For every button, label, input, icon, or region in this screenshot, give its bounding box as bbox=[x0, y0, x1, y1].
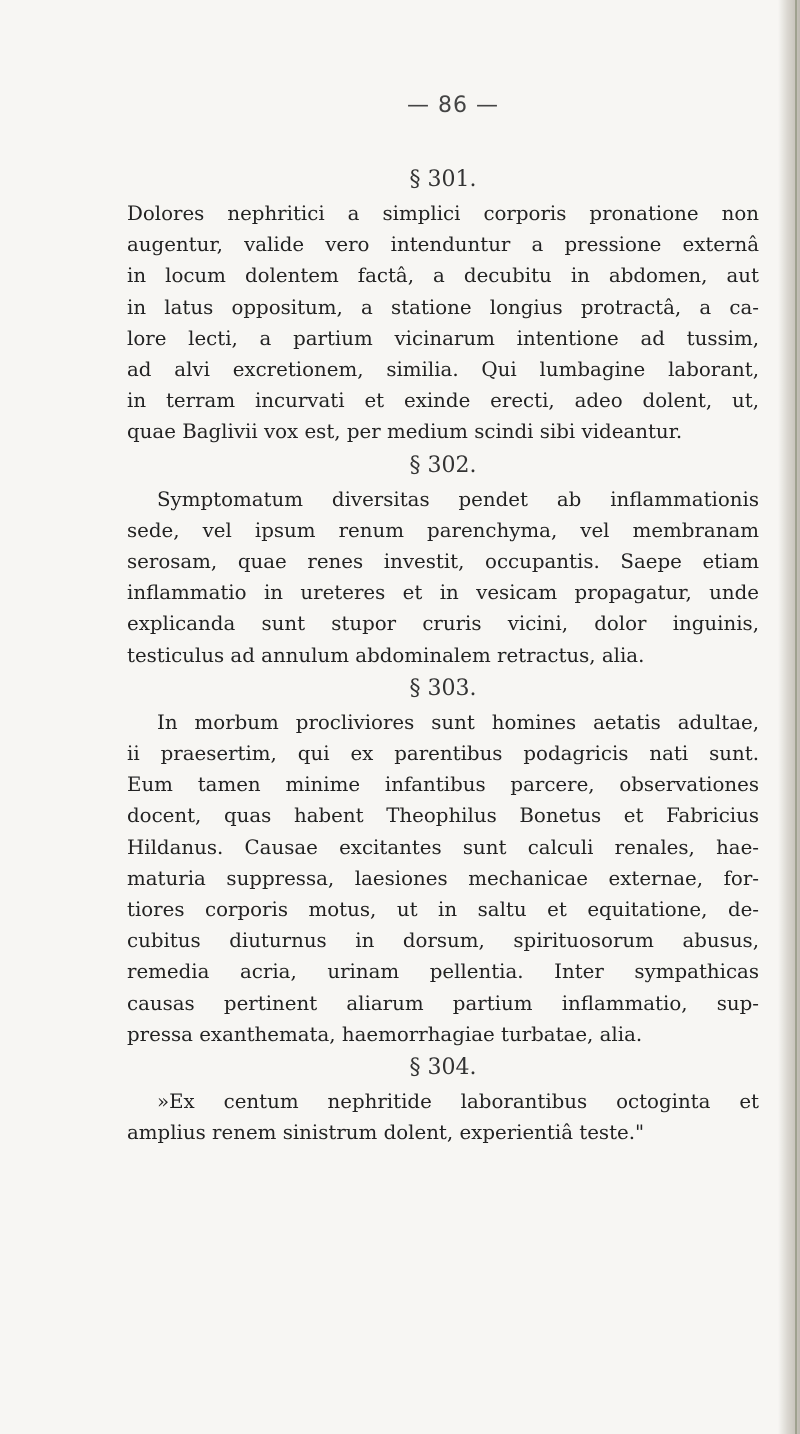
text-line: tiores corporis motus, ut in saltu et equitatione, de- bbox=[127, 898, 759, 922]
section-number: § 303. bbox=[409, 675, 477, 701]
text-line: Dolores nephritici a simplici corporis pronatione non bbox=[127, 202, 759, 225]
text-line: cubitus diuturnus in dorsum, spirituosorum abusus, bbox=[127, 929, 759, 953]
section-301 bbox=[127, 162, 759, 448]
text-line: remedia acria, urinam pellentia. Inter sympathicas bbox=[127, 960, 759, 984]
text-line: testiculus ad annulum abdominalem retractus, alia. bbox=[127, 643, 645, 667]
text-line: lore lecti, a partium vicinarum intentione ad tussim, bbox=[127, 326, 759, 350]
section-paragraph bbox=[127, 707, 759, 1050]
section-number: § 304. bbox=[409, 1055, 477, 1081]
text-line: ii praesertim, qui ex parentibus podagricis nati sunt. bbox=[127, 742, 759, 766]
text-line: Eum tamen minime infantibus parcere, observationes bbox=[127, 773, 759, 797]
section-302 bbox=[127, 448, 759, 671]
section-paragraph bbox=[127, 198, 759, 448]
text-line: In morbum procliviores sunt homines aetatis adultae, bbox=[157, 710, 759, 734]
page-number-header: — 86 — bbox=[407, 93, 499, 118]
text-line: augentur, valide vero intenduntur a pressione externâ bbox=[127, 233, 759, 257]
text-line: pressa exanthemata, haemorrhagiae turbatae, alia. bbox=[127, 1022, 643, 1046]
section-paragraph bbox=[127, 1086, 759, 1148]
text-line: in terram incurvati et exinde erecti, adeo dolent, ut, bbox=[127, 389, 759, 413]
text-line: docent, quas habent Theophilus Bonetus et Fabricius bbox=[127, 804, 759, 828]
text-line: Hildanus. Causae excitantes sunt calculi renales, hae- bbox=[127, 835, 759, 859]
text-line: ad alvi excretionem, similia. Qui lumbagine laborant, bbox=[127, 358, 759, 382]
text-line: in locum dolentem factâ, a decubitu in abdomen, aut bbox=[127, 264, 759, 288]
text-line: quae Baglivii vox est, per medium scindi sibi videantur. bbox=[127, 420, 683, 444]
text-line: in latus oppositum, a statione longius protractâ, a ca- bbox=[127, 295, 759, 319]
section-number: § 301. bbox=[409, 167, 477, 192]
text-line: maturia suppressa, laesiones mechanicae externae, for- bbox=[127, 866, 759, 890]
section-paragraph bbox=[127, 484, 759, 671]
text-line: »Ex centum nephritide laborantibus octoginta et bbox=[157, 1090, 759, 1114]
section-303 bbox=[127, 671, 759, 1050]
text-line: sede, vel ipsum renum parenchyma, vel membranam bbox=[127, 518, 759, 542]
book-page bbox=[127, 88, 759, 1148]
text-line: amplius renem sinistrum dolent, experientiâ teste." bbox=[127, 1121, 645, 1145]
text-line: inflammatio in ureteres et in vesicam propagatur, unde bbox=[127, 581, 759, 605]
text-line: Symptomatum diversitas pendet ab inflammationis bbox=[157, 487, 759, 511]
section-number: § 302. bbox=[409, 452, 477, 478]
page-edge-shading bbox=[778, 0, 800, 1434]
text-line: serosam, quae renes investit, occupantis. Saepe etiam bbox=[127, 550, 759, 574]
section-304 bbox=[127, 1050, 759, 1148]
text-line: causas pertinent aliarum partium inflammatio, sup- bbox=[127, 991, 759, 1015]
text-line: explicanda sunt stupor cruris vicini, dolor inguinis, bbox=[127, 612, 759, 636]
